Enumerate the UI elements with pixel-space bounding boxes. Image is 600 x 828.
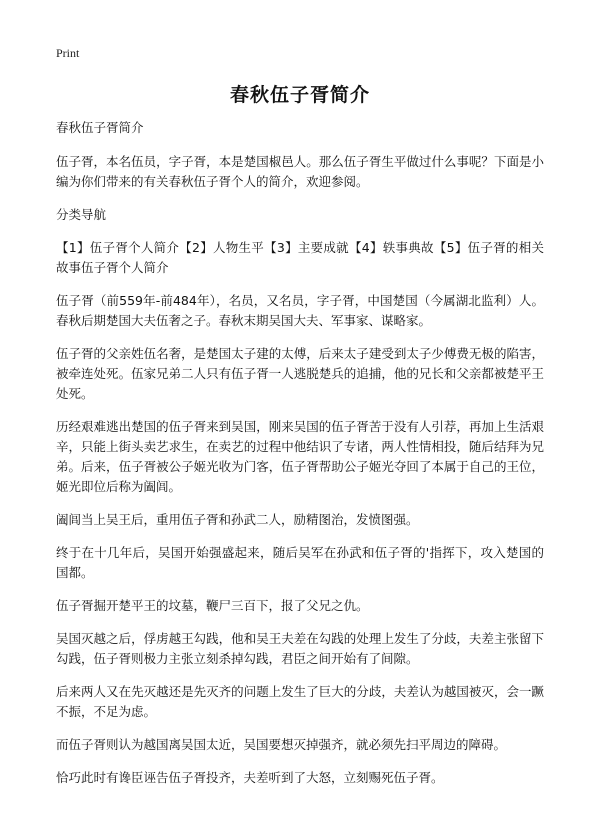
paragraph: 后来两人又在先灭越还是先灭齐的问题上发生了巨大的分歧，夫差认为越国被灭，会一蹶不振，不足为虑。: [56, 684, 544, 719]
paragraph: 阖闾当上吴王后，重用伍子胥和孙武二人，励精图治，发愤图强。: [56, 512, 419, 527]
paragraph: 而伍子胥则认为越国离吴国太近，吴国要想灭掉强齐，就必须先扫平周边的障碍。: [56, 737, 507, 752]
page-title: 春秋伍子胥简介: [229, 84, 370, 106]
paragraph: 终于在十几年后，吴国开始强盛起来，随后吴军在孙武和伍子胥的'指挥下，攻入楚国的国都。: [56, 545, 544, 580]
paragraph: 恰巧此时有谗臣诬告伍子胥投齐，夫差听到了大怒，立刻赐死伍子胥。: [56, 770, 444, 785]
paragraph: 伍子胥（前559年-前484年），名员，又名员，字子胥，中国楚国（今属湖北监利）人。春秋后期楚国大夫伍奢之子。春秋末期吴国大夫、军事家、谋略家。: [56, 293, 544, 328]
article-subtitle: 春秋伍子胥简介: [56, 120, 144, 135]
intro-paragraph: 伍子胥，本名伍员，字子胥，本是楚国椒邑人。那么伍子胥生平做过什么事呢？下面是小编为你们带来的有关春秋伍子胥个人的简介，欢迎参阅。: [56, 154, 544, 189]
paragraph: 历经艰难逃出楚国的伍子胥来到吴国，刚来吴国的伍子胥苦于没有人引荐，再加上生活艰辛，只能上街头卖艺求生，在卖艺的过程中他结识了专诸，两人性情相投，随后结拜为兄弟。后来，伍子胥被公子姬光收为门客，伍子胥帮助公子姬光夺回了本属于自己的王位，姬光即位后称为阖闾。: [56, 419, 544, 494]
nav-links[interactable]: 【1】伍子胥个人简介【2】人物生平【3】主要成就【4】轶事典故【5】伍子胥的相关故事伍子胥个人简介: [56, 240, 544, 275]
paragraph: 伍子胥掘开楚平王的坟墓，鞭尸三百下，报了父兄之仇。: [56, 598, 369, 613]
paragraph: 吴国灭越之后，俘虏越王勾践，他和吴王夫差在勾践的处理上发生了分歧，夫差主张留下勾践，伍子胥则极力主张立刻杀掉勾践，君臣之间开始有了间隙。: [56, 631, 544, 666]
nav-heading: 分类导航: [56, 207, 107, 222]
paragraph: 伍子胥的父亲姓伍名奢，是楚国太子建的太傅，后来太子建受到太子少傅费无极的陷害，被牵连处死。伍家兄弟二人只有伍子胥一人逃脱楚兵的追捕，他的兄长和父亲都被楚平王处死。: [56, 346, 544, 401]
article-body: [56, 118, 544, 801]
print-link[interactable]: Print: [56, 46, 80, 60]
